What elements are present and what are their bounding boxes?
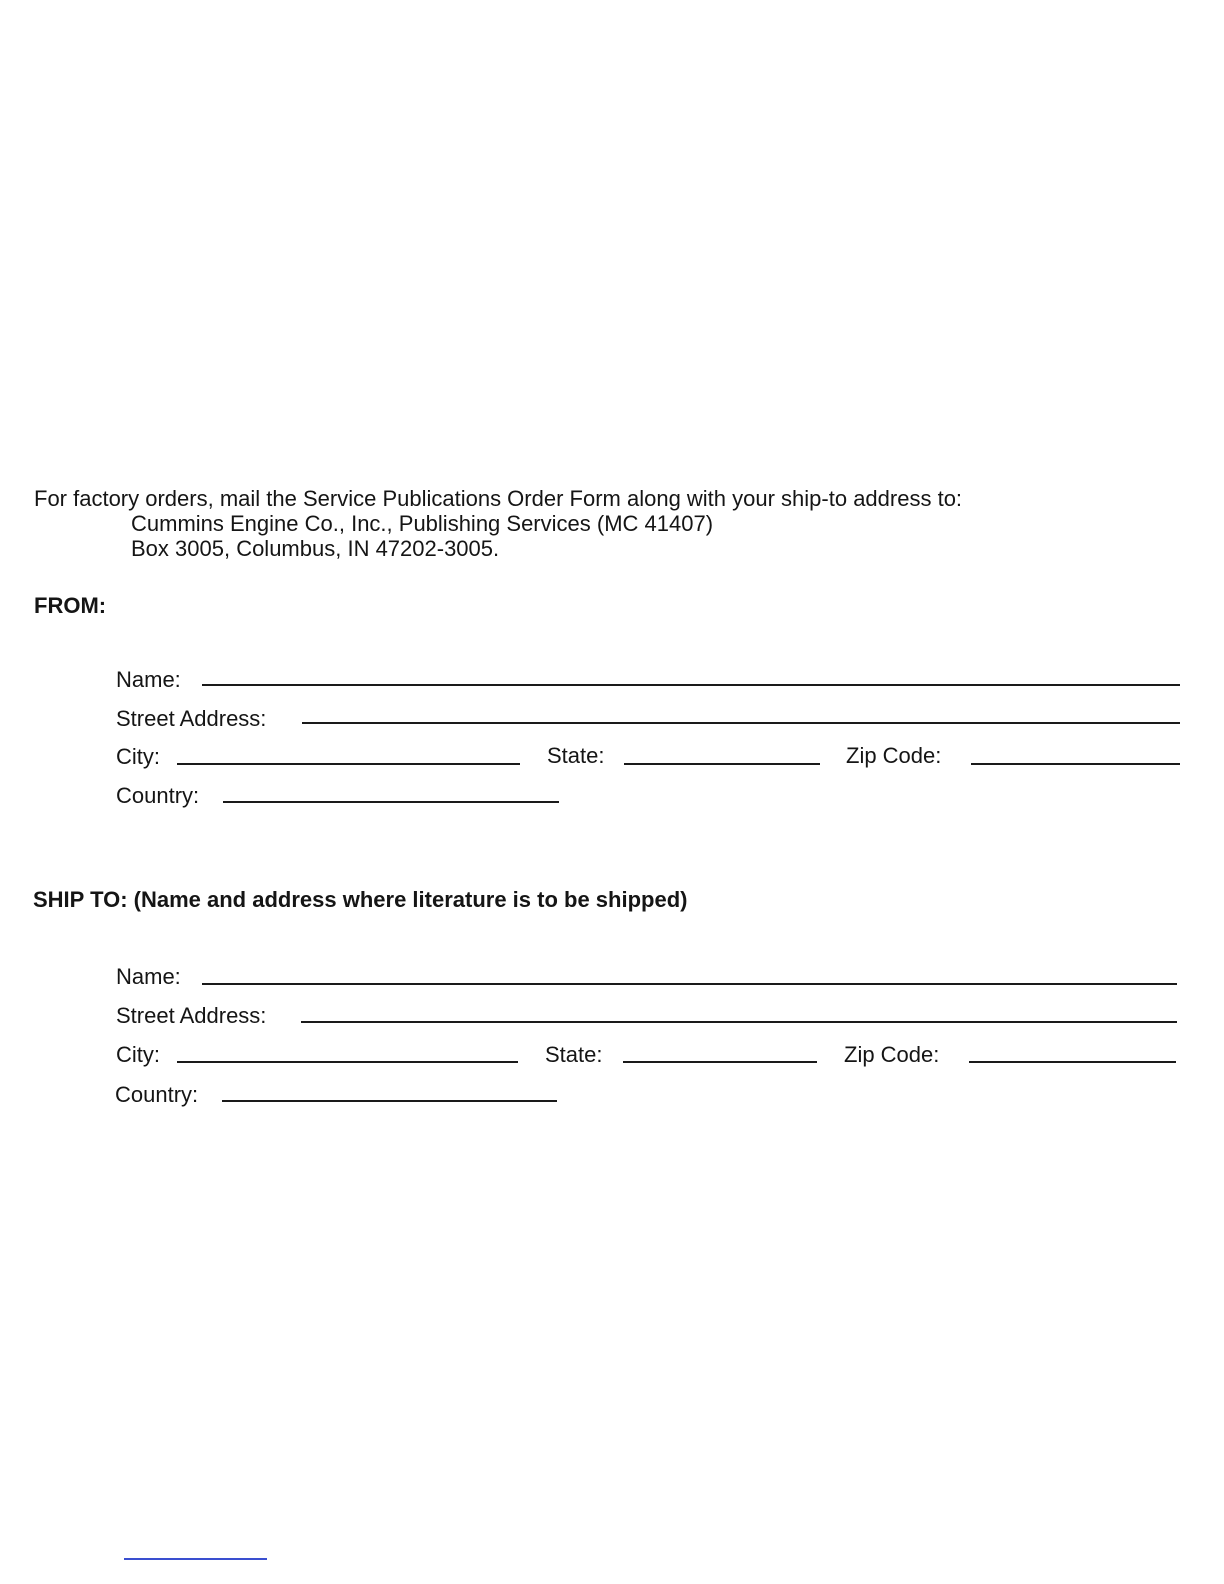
ship-city-label: City: [116,1042,160,1067]
from-state-field[interactable] [624,763,820,765]
ship-to-heading: SHIP TO: (Name and address where literature is to be shipped) [33,887,688,912]
ship-name-label: Name: [116,964,181,989]
from-zip-field[interactable] [971,763,1180,765]
ship-name-field[interactable] [202,983,1177,985]
ship-state-label: State: [545,1042,603,1067]
ship-street-label: Street Address: [116,1003,267,1028]
from-country-label: Country: [116,783,200,808]
from-street-field[interactable] [302,722,1180,724]
from-state-label: State: [547,743,605,768]
ship-zip-field[interactable] [969,1061,1176,1063]
ship-state-field[interactable] [623,1061,817,1063]
footer-rule [124,1558,267,1560]
ship-country-label: Country: [115,1082,199,1107]
from-country-field[interactable] [223,801,559,803]
from-street-label: Street Address: [116,706,267,731]
ship-country-field[interactable] [222,1100,557,1102]
ship-zip-label: Zip Code: [844,1042,940,1067]
intro-line-2: Cummins Engine Co., Inc., Publishing Services (MC 41407) [131,511,714,536]
from-heading: FROM: [34,593,107,618]
from-city-field[interactable] [177,763,520,765]
from-name-field[interactable] [202,684,1180,686]
from-city-label: City: [116,744,160,769]
intro-line-1: For factory orders, mail the Service Publications Order Form along with your ship-to address to: [34,486,963,511]
ship-city-field[interactable] [177,1061,518,1063]
ship-street-field[interactable] [301,1021,1177,1023]
intro-line-3: Box 3005, Columbus, IN 47202-3005. [131,536,500,561]
from-name-label: Name: [116,667,181,692]
from-zip-label: Zip Code: [846,743,942,768]
